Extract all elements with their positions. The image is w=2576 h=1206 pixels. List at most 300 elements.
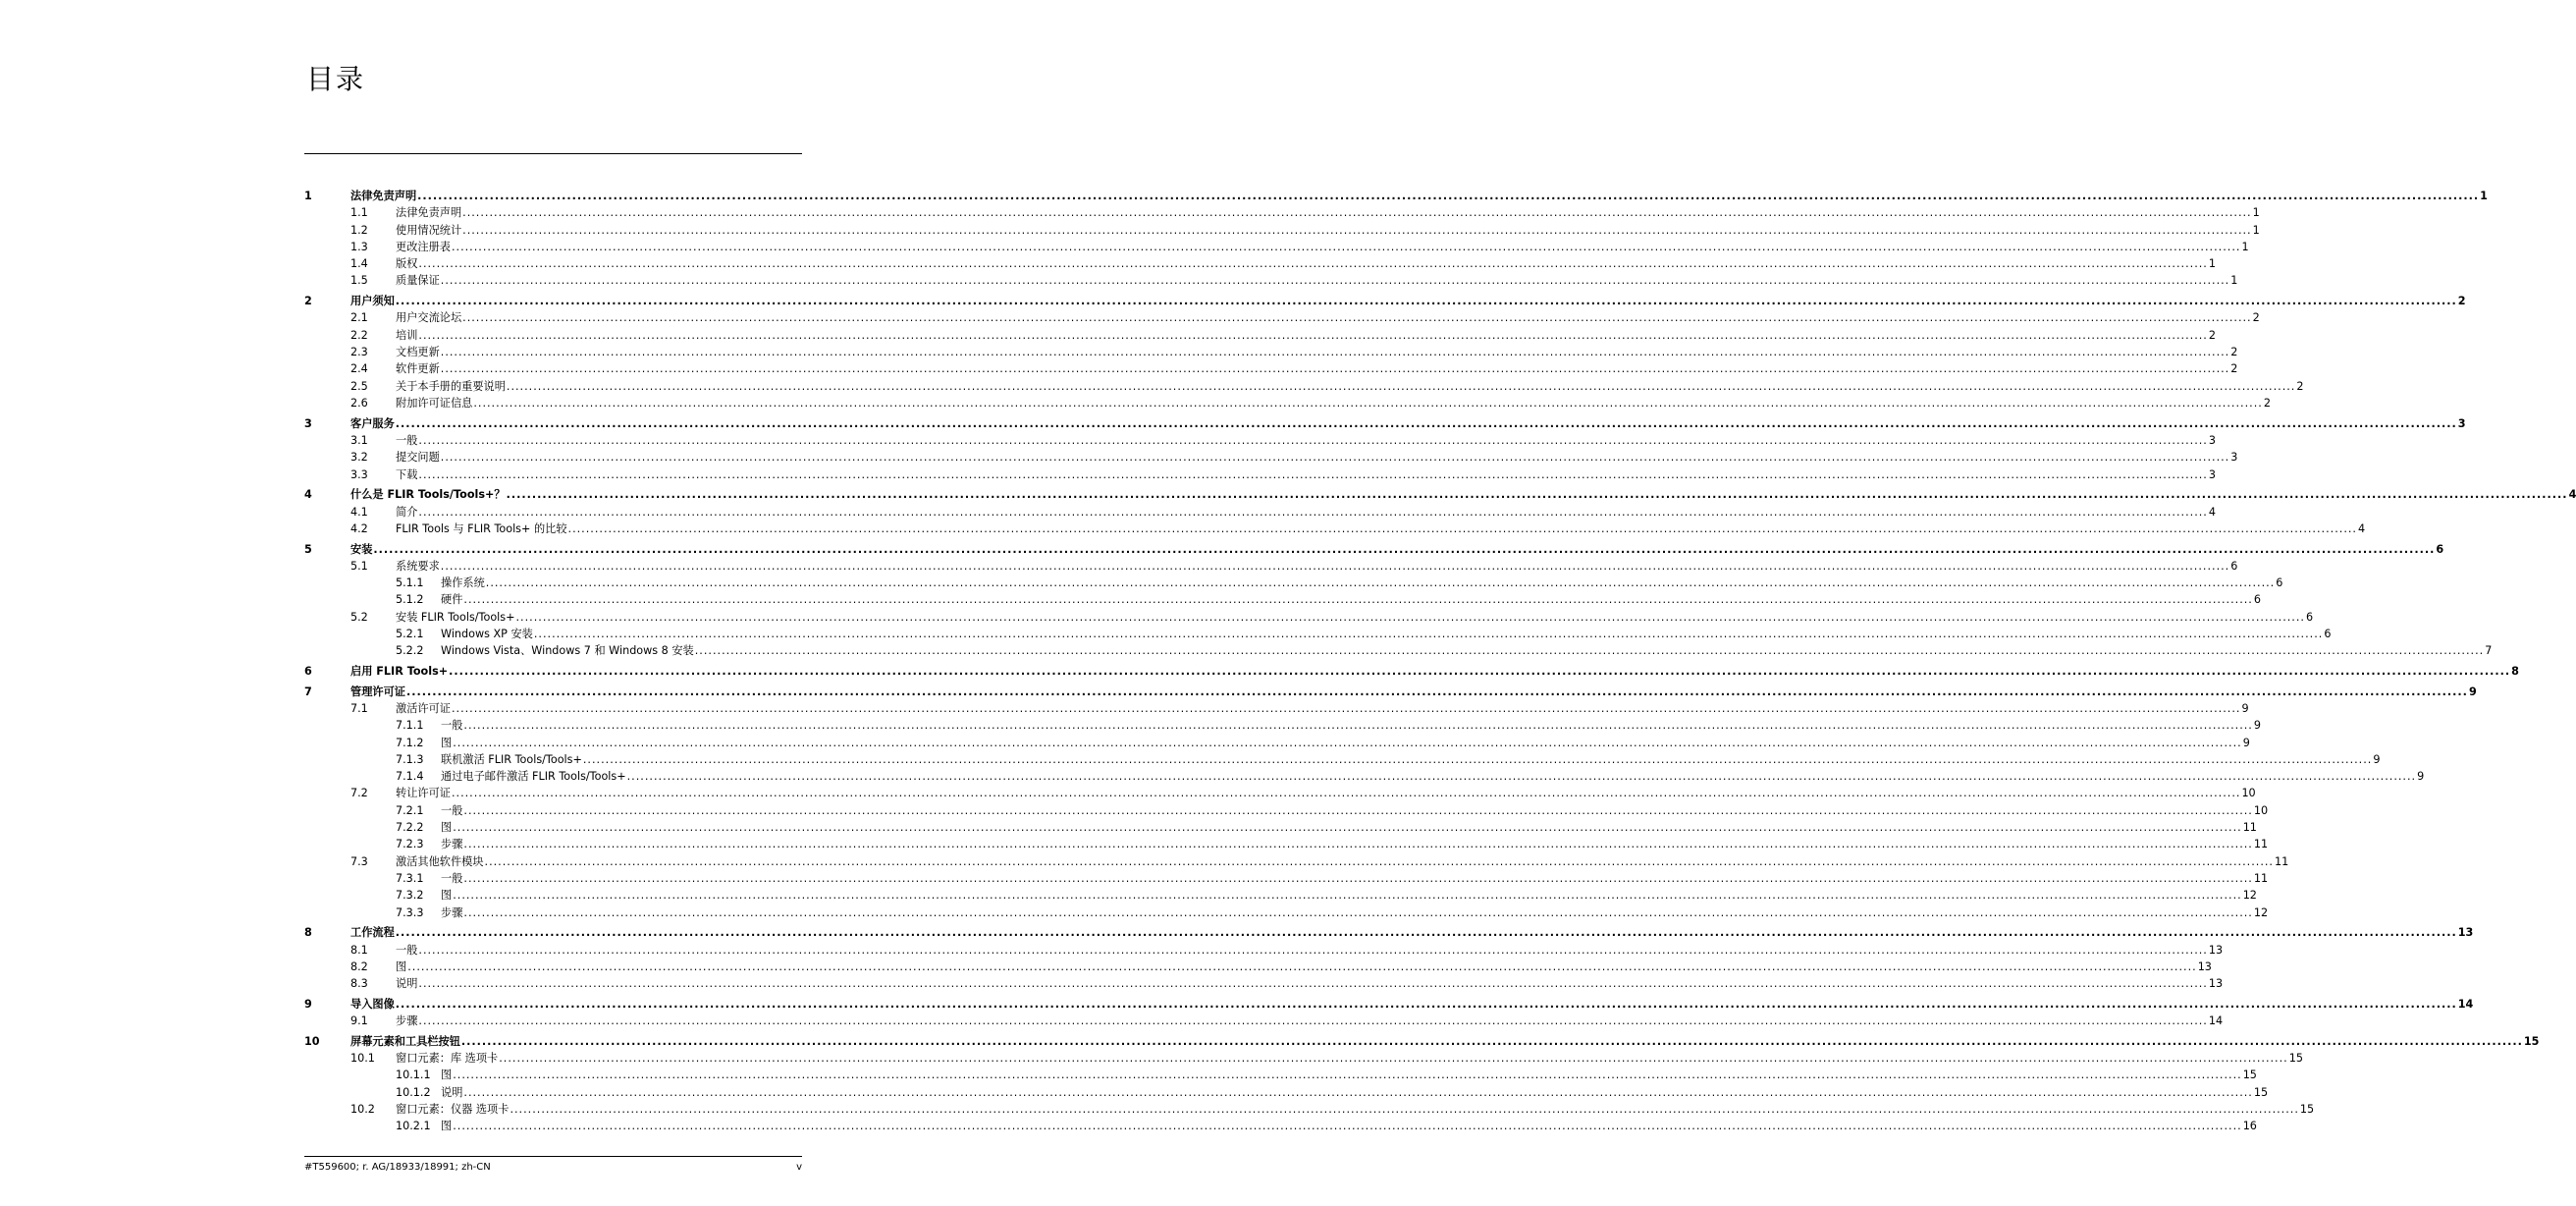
- toc-entry-number: 4.2: [350, 521, 368, 535]
- toc-entry[interactable]: [304, 222, 2260, 239]
- toc-entry-page: 2: [2230, 362, 2238, 376]
- toc-entry-label: 图: [441, 889, 453, 903]
- dot-leader: ................................................................................................................................................................................................................................................................................................................................................................................................................: [451, 787, 2241, 800]
- toc-entry-line: [441, 735, 2250, 751]
- toc-entry[interactable]: [304, 975, 2224, 992]
- toc-entry-page: 2: [2263, 396, 2271, 410]
- toc-entry-page: 1: [2252, 206, 2260, 220]
- toc-entry[interactable]: [304, 700, 2249, 717]
- dot-leader: ................................................................................................................................................................................................................................................................................................................................................................................................................: [418, 1014, 2208, 1028]
- toc-entry[interactable]: [304, 735, 2250, 751]
- toc-entry-label: 启用 FLIR Tools+: [350, 664, 449, 678]
- toc-entry-line: [396, 521, 2366, 537]
- dot-leader: ................................................................................................................................................................................................................................................................................................................................................................................................................: [484, 854, 2274, 868]
- toc-entry-number: 7.1.3: [396, 752, 424, 766]
- toc-entry-number: 10.2.1: [396, 1120, 431, 1133]
- toc-entry-line: [441, 887, 2257, 904]
- toc-entry-page: 1: [2480, 190, 2488, 202]
- toc-entry[interactable]: [304, 1050, 2303, 1067]
- toc-entry-number: 7.2.3: [396, 838, 424, 851]
- dot-leader: ................................................................................................................................................................................................................................................................................................................................................................................................................: [440, 451, 2230, 465]
- toc-entry[interactable]: [304, 327, 2216, 344]
- toc-entry[interactable]: [304, 942, 2224, 959]
- toc-entry[interactable]: [304, 293, 2466, 309]
- toc-entry-label: 关于本手册的重要说明: [396, 379, 506, 393]
- toc-entry[interactable]: [304, 853, 2289, 870]
- toc-entry-label: 说明: [441, 1085, 463, 1099]
- toc-entry[interactable]: [304, 768, 2425, 785]
- toc-entry-page: 3: [2208, 467, 2216, 481]
- toc-entry-page: 11: [2275, 854, 2289, 868]
- toc-entry-label: 窗口元素：仪器 选项卡: [396, 1102, 510, 1116]
- toc-entry-label: 屏幕元素和工具栏按钮: [350, 1034, 460, 1048]
- toc-entry[interactable]: [304, 188, 2488, 204]
- toc-entry-number: 7.2.1: [396, 803, 424, 817]
- toc-entry-line: [396, 700, 2249, 717]
- toc-entry-page: 3: [2208, 433, 2216, 447]
- toc-entry-page: 11: [2253, 871, 2269, 885]
- toc-entry-page: 6: [2230, 559, 2238, 573]
- toc-entry-number: 7.1: [350, 701, 368, 715]
- toc-entry[interactable]: [304, 521, 2366, 537]
- toc-entry-page: 2: [2208, 328, 2216, 342]
- toc-entry-line: [441, 591, 2261, 608]
- dot-leader: ................................................................................................................................................................................................................................................................................................................................................................................................................: [533, 627, 2324, 640]
- toc-entry-page: 6: [2436, 542, 2444, 556]
- toc-entry[interactable]: [304, 591, 2261, 608]
- dot-leader: ................................................................................................................................................................................................................................................................................................................................................................................................................: [473, 396, 2263, 410]
- toc-entry[interactable]: [304, 924, 2474, 941]
- dot-leader: ................................................................................................................................................................................................................................................................................................................................................................................................................: [506, 488, 2568, 502]
- toc-entry-number: 5.1: [350, 559, 368, 573]
- dot-leader: ................................................................................................................................................................................................................................................................................................................................................................................................................: [395, 295, 2457, 308]
- toc-entry-label: 转让许可证: [396, 787, 451, 800]
- toc-entry-number: 2.5: [350, 379, 368, 393]
- toc-entry-page: 9: [2253, 719, 2261, 733]
- toc-entry-label: 管理许可证: [350, 685, 405, 698]
- toc-entry-line: [396, 327, 2216, 344]
- dot-leader: ................................................................................................................................................................................................................................................................................................................................................................................................................: [451, 240, 2241, 253]
- toc-entry[interactable]: [304, 309, 2260, 326]
- toc-entry-line: [441, 575, 2283, 591]
- toc-entry[interactable]: [304, 1118, 2257, 1134]
- toc-entry-number: 1.1: [350, 206, 368, 220]
- toc-entry-label: 客户服务: [350, 416, 395, 430]
- dot-leader: ................................................................................................................................................................................................................................................................................................................................................................................................................: [463, 803, 2253, 817]
- toc-entry-number: 8.2: [350, 959, 368, 973]
- toc-entry-number: 5.2.1: [396, 627, 424, 640]
- toc-entry[interactable]: [304, 558, 2238, 575]
- dot-leader: ................................................................................................................................................................................................................................................................................................................................................................................................................: [395, 926, 2457, 940]
- toc-entry-label: 文档更新: [396, 346, 440, 359]
- dot-leader: ................................................................................................................................................................................................................................................................................................................................................................................................................: [499, 1052, 2288, 1066]
- toc-entry-label: Windows Vista、Windows 7 和 Windows 8 安装: [441, 644, 694, 658]
- toc-entry[interactable]: [304, 272, 2238, 289]
- toc-entry-page: 13: [2197, 959, 2212, 973]
- toc-entry[interactable]: [304, 663, 2519, 680]
- toc-entry-line: [441, 802, 2269, 819]
- toc-entry-number: 4.1: [350, 505, 368, 519]
- toc-entry[interactable]: [304, 344, 2238, 360]
- toc-entry-number: 10.1.2: [396, 1085, 431, 1099]
- toc-entry-label: 工作流程: [350, 926, 395, 940]
- toc-entry-page: 2: [2230, 346, 2238, 359]
- toc-entry-page: 16: [2242, 1120, 2257, 1133]
- toc-entry-label: 步骤: [441, 838, 463, 851]
- toc-entry-number: 7.2: [350, 787, 368, 800]
- toc-entry-line: [396, 239, 2249, 255]
- toc-entry-label: 提交问题: [396, 451, 440, 465]
- dot-leader: ................................................................................................................................................................................................................................................................................................................................................................................................................: [405, 685, 2468, 698]
- toc-entry-line: [441, 870, 2269, 887]
- toc-entry-number: 5: [304, 542, 312, 556]
- toc-entry-number: 10.1: [350, 1052, 375, 1066]
- toc-entry[interactable]: [304, 575, 2283, 591]
- toc-entry-number: 1.4: [350, 257, 368, 271]
- toc-entry[interactable]: [304, 432, 2216, 449]
- toc-entry-page: 9: [2468, 685, 2477, 698]
- toc-entry-label: 什么是 FLIR Tools/Tools+？: [350, 488, 506, 502]
- dot-leader: ................................................................................................................................................................................................................................................................................................................................................................................................................: [440, 362, 2230, 376]
- toc-entry-number: 9.1: [350, 1014, 368, 1028]
- toc-entry-label: 质量保证: [396, 274, 440, 288]
- dot-leader: ................................................................................................................................................................................................................................................................................................................................................................................................................: [418, 257, 2208, 271]
- toc-entry-line: [441, 1118, 2257, 1134]
- toc-entry-label: 图: [441, 736, 453, 749]
- toc-entry[interactable]: [304, 717, 2261, 734]
- dot-leader: ................................................................................................................................................................................................................................................................................................................................................................................................................: [395, 997, 2457, 1011]
- dot-leader: ................................................................................................................................................................................................................................................................................................................................................................................................................: [440, 274, 2230, 288]
- toc-entry-number: 1: [304, 190, 312, 202]
- toc-entry[interactable]: [304, 819, 2257, 836]
- toc-entry-number: 2.6: [350, 396, 368, 410]
- toc-entry[interactable]: [304, 1033, 2540, 1050]
- toc-entry-label: 用户须知: [350, 295, 395, 308]
- toc-entry[interactable]: [304, 541, 2444, 558]
- toc-entry-page: 2: [2252, 311, 2260, 325]
- toc-entry-page: 6: [2253, 593, 2261, 607]
- toc-entry-line: [350, 541, 2444, 558]
- dot-leader: ................................................................................................................................................................................................................................................................................................................................................................................................................: [694, 644, 2485, 658]
- toc-entry[interactable]: [304, 395, 2271, 411]
- toc-entry-line: [441, 751, 2381, 768]
- toc-entry-label: 步骤: [441, 905, 463, 919]
- toc-entry-page: 2: [2457, 295, 2466, 308]
- toc-entry[interactable]: [304, 785, 2256, 801]
- toc-entry-number: 7.3.1: [396, 871, 424, 885]
- toc-entry[interactable]: [304, 1101, 2315, 1118]
- toc-entry-page: 1: [2252, 223, 2260, 237]
- toc-entry-label: 步骤: [396, 1014, 418, 1028]
- toc-entry-line: [350, 486, 2576, 503]
- toc-entry-line: [441, 717, 2261, 734]
- toc-entry-line: [396, 255, 2216, 272]
- dot-leader: ................................................................................................................................................................................................................................................................................................................................................................................................................: [418, 943, 2208, 957]
- toc-entry-number: 3: [304, 416, 312, 430]
- dot-leader: ................................................................................................................................................................................................................................................................................................................................................................................................................: [418, 505, 2208, 519]
- toc-entry-label: 下载: [396, 467, 418, 481]
- toc-entry-line: [350, 1033, 2540, 1050]
- toc-entry-page: 15: [2242, 1069, 2257, 1082]
- toc-entry-label: 窗口元素：库 选项卡: [396, 1052, 499, 1066]
- toc-entry-line: [396, 975, 2224, 992]
- toc-entry-line: [396, 785, 2256, 801]
- toc-entry-number: 2: [304, 295, 312, 308]
- toc-entry-label: 法律免责声明: [350, 190, 417, 202]
- toc-entry-label: 图: [396, 959, 407, 973]
- toc-entry-page: 15: [2288, 1052, 2303, 1066]
- dot-leader: ................................................................................................................................................................................................................................................................................................................................................................................................................: [463, 1085, 2253, 1099]
- toc-entry-number: 7.1.1: [396, 719, 424, 733]
- dot-leader: ................................................................................................................................................................................................................................................................................................................................................................................................................: [418, 433, 2208, 447]
- dot-leader: ................................................................................................................................................................................................................................................................................................................................................................................................................: [463, 871, 2253, 885]
- toc-entry-page: 10: [2241, 787, 2256, 800]
- toc-entry-line: [350, 663, 2519, 680]
- toc-entry-line: [441, 642, 2493, 659]
- bottom-divider: [304, 1156, 802, 1157]
- toc-entry-page: 7: [2485, 644, 2493, 658]
- toc-entry-number: 3.1: [350, 433, 368, 447]
- toc-entry-number: 8: [304, 926, 312, 940]
- toc-entry-page: 15: [2523, 1034, 2540, 1048]
- toc-entry-label: 版权: [396, 257, 418, 271]
- toc-entry-label: 图: [441, 821, 453, 835]
- toc-entry-label: 操作系统: [441, 576, 485, 590]
- toc-entry-label: 用户交流论坛: [396, 311, 462, 325]
- toc-entry-page: 15: [2253, 1085, 2269, 1099]
- toc-entry-label: 更改注册表: [396, 240, 451, 253]
- toc-entry-number: 7.3: [350, 854, 368, 868]
- toc-entry-number: 10.1.1: [396, 1069, 431, 1082]
- toc-entry-line: [350, 996, 2474, 1013]
- toc-entry-page: 8: [2511, 664, 2519, 678]
- toc-entry-line: [396, 853, 2289, 870]
- toc-entry-page: 13: [2457, 926, 2474, 940]
- toc-entry[interactable]: [304, 239, 2249, 255]
- toc-entry-page: 1: [2241, 240, 2249, 253]
- toc-entry[interactable]: [304, 360, 2238, 377]
- toc-entry-page: 12: [2253, 905, 2269, 919]
- toc-entry-label: 激活许可证: [396, 701, 451, 715]
- dot-leader: ................................................................................................................................................................................................................................................................................................................................................................................................................: [440, 346, 2230, 359]
- toc-entry-label: 联机激活 FLIR Tools/Tools+: [441, 752, 582, 766]
- dot-leader: ................................................................................................................................................................................................................................................................................................................................................................................................................: [463, 838, 2253, 851]
- toc-entry-line: [396, 959, 2212, 975]
- toc-entry[interactable]: [304, 378, 2304, 395]
- toc-entry-page: 9: [2241, 701, 2249, 715]
- toc-entry-line: [396, 344, 2238, 360]
- toc-entry-number: 5.1.1: [396, 576, 424, 590]
- table-of-contents: [304, 188, 2576, 1135]
- toc-entry-line: [396, 1013, 2224, 1029]
- dot-leader: ................................................................................................................................................................................................................................................................................................................................................................................................................: [460, 1034, 2523, 1048]
- dot-leader: ................................................................................................................................................................................................................................................................................................................................................................................................................: [567, 521, 2357, 535]
- top-divider: [304, 153, 802, 154]
- toc-entry-label: 一般: [441, 719, 463, 733]
- toc-entry[interactable]: [304, 870, 2269, 887]
- toc-entry-page: 1: [2230, 274, 2238, 288]
- dot-leader: ................................................................................................................................................................................................................................................................................................................................................................................................................: [418, 328, 2208, 342]
- toc-entry-label: 一般: [441, 803, 463, 817]
- toc-entry-page: 13: [2208, 943, 2224, 957]
- dot-leader: ................................................................................................................................................................................................................................................................................................................................................................................................................: [453, 889, 2242, 903]
- footer-doc-ref: #T559600; r. AG/18933/18991; zh-CN: [304, 1162, 491, 1173]
- toc-entry-page: 14: [2208, 1014, 2224, 1028]
- toc-entry-label: 法律免责声明: [396, 206, 462, 220]
- dot-leader: ................................................................................................................................................................................................................................................................................................................................................................................................................: [515, 610, 2305, 624]
- toc-entry[interactable]: [304, 904, 2269, 921]
- toc-entry-line: [396, 466, 2216, 483]
- toc-entry-line: [396, 942, 2224, 959]
- toc-entry[interactable]: [304, 204, 2260, 221]
- footer-page-number: v: [796, 1162, 802, 1173]
- dot-leader: ................................................................................................................................................................................................................................................................................................................................................................................................................: [395, 416, 2457, 430]
- dot-leader: ................................................................................................................................................................................................................................................................................................................................................................................................................: [506, 379, 2296, 393]
- dot-leader: ................................................................................................................................................................................................................................................................................................................................................................................................................: [453, 736, 2242, 749]
- toc-entry-line: [350, 924, 2474, 941]
- toc-entry[interactable]: [304, 255, 2216, 272]
- toc-entry[interactable]: [304, 486, 2576, 503]
- toc-entry-label: Windows XP 安装: [441, 627, 533, 640]
- toc-entry-line: [396, 395, 2271, 411]
- toc-entry-line: [441, 1067, 2257, 1083]
- dot-leader: ................................................................................................................................................................................................................................................................................................................................................................................................................: [626, 770, 2417, 784]
- dot-leader: ................................................................................................................................................................................................................................................................................................................................................................................................................: [418, 977, 2208, 991]
- toc-entry-number: 7.3.2: [396, 889, 424, 903]
- toc-entry-number: 7.3.3: [396, 905, 424, 919]
- toc-entry-number: 9: [304, 997, 312, 1011]
- toc-entry-label: 通过电子邮件激活 FLIR Tools/Tools+: [441, 770, 626, 784]
- dot-leader: ................................................................................................................................................................................................................................................................................................................................................................................................................: [462, 311, 2252, 325]
- toc-entry-label: 安装 FLIR Tools/Tools+: [396, 610, 515, 624]
- toc-entry-label: 培训: [396, 328, 418, 342]
- toc-entry-line: [396, 504, 2216, 521]
- toc-entry-number: 2.3: [350, 346, 368, 359]
- toc-entry[interactable]: [304, 887, 2257, 904]
- toc-entry[interactable]: [304, 1067, 2257, 1083]
- toc-entry-number: 8.1: [350, 943, 368, 957]
- toc-entry-page: 6: [2305, 610, 2314, 624]
- toc-entry-number: 3.2: [350, 451, 368, 465]
- toc-entry-number: 1.3: [350, 240, 368, 253]
- dot-leader: ................................................................................................................................................................................................................................................................................................................................................................................................................: [453, 821, 2242, 835]
- toc-entry[interactable]: [304, 802, 2269, 819]
- toc-entry-page: 4: [2568, 488, 2576, 502]
- toc-entry-line: [396, 309, 2260, 326]
- toc-entry-line: [350, 188, 2488, 204]
- toc-entry-page: 4: [2358, 521, 2366, 535]
- toc-entry-line: [396, 558, 2238, 575]
- toc-entry-page: 3: [2457, 416, 2466, 430]
- toc-entry[interactable]: [304, 836, 2269, 852]
- toc-entry-line: [350, 293, 2466, 309]
- toc-entry-page: 11: [2242, 821, 2257, 835]
- dot-leader: ................................................................................................................................................................................................................................................................................................................................................................................................................: [462, 223, 2252, 237]
- toc-entry[interactable]: [304, 504, 2216, 521]
- toc-entry-line: [441, 819, 2257, 836]
- toc-entry-label: 使用情况统计: [396, 223, 462, 237]
- toc-entry-page: 3: [2230, 451, 2238, 465]
- toc-entry[interactable]: [304, 609, 2314, 626]
- toc-entry-label: FLIR Tools 与 FLIR Tools+ 的比较: [396, 521, 567, 535]
- toc-entry[interactable]: [304, 449, 2238, 466]
- toc-entry-page: 10: [2253, 803, 2269, 817]
- toc-entry-line: [396, 449, 2238, 466]
- dot-leader: ................................................................................................................................................................................................................................................................................................................................................................................................................: [453, 1120, 2242, 1133]
- toc-entry-number: 5.2: [350, 610, 368, 624]
- dot-leader: ................................................................................................................................................................................................................................................................................................................................................................................................................: [440, 559, 2230, 573]
- toc-entry-number: 7.1.2: [396, 736, 424, 749]
- toc-entry-line: [396, 432, 2216, 449]
- toc-entry-page: 9: [2373, 752, 2381, 766]
- toc-entry-line: [350, 415, 2466, 432]
- toc-entry-line: [441, 626, 2332, 642]
- dot-leader: ................................................................................................................................................................................................................................................................................................................................................................................................................: [463, 593, 2253, 607]
- toc-entry-label: 附加许可证信息: [396, 396, 473, 410]
- dot-leader: ................................................................................................................................................................................................................................................................................................................................................................................................................: [451, 701, 2241, 715]
- toc-entry[interactable]: [304, 415, 2466, 432]
- toc-entry-number: 2.2: [350, 328, 368, 342]
- toc-entry-page: 4: [2208, 505, 2216, 519]
- dot-leader: ................................................................................................................................................................................................................................................................................................................................................................................................................: [453, 1069, 2242, 1082]
- toc-entry-line: [396, 1101, 2315, 1118]
- toc-entry[interactable]: [304, 1013, 2224, 1029]
- toc-entry-label: 一般: [441, 871, 463, 885]
- toc-entry-label: 激活其他软件模块: [396, 854, 484, 868]
- dot-leader: ................................................................................................................................................................................................................................................................................................................................................................................................................: [582, 752, 2373, 766]
- toc-entry-line: [396, 609, 2314, 626]
- toc-entry-label: 图: [441, 1069, 453, 1082]
- toc-entry-number: 1.5: [350, 274, 368, 288]
- toc-entry-line: [441, 768, 2425, 785]
- toc-entry[interactable]: [304, 751, 2381, 768]
- toc-entry[interactable]: [304, 626, 2332, 642]
- toc-entry-label: 简介: [396, 505, 418, 519]
- dot-leader: ................................................................................................................................................................................................................................................................................................................................................................................................................: [418, 467, 2208, 481]
- toc-entry-number: 10.2: [350, 1102, 375, 1116]
- toc-entry-label: 一般: [396, 943, 418, 957]
- toc-entry-line: [350, 684, 2477, 700]
- toc-entry-line: [441, 904, 2269, 921]
- toc-entry[interactable]: [304, 959, 2212, 975]
- toc-entry[interactable]: [304, 996, 2474, 1013]
- dot-leader: ................................................................................................................................................................................................................................................................................................................................................................................................................: [462, 206, 2252, 220]
- dot-leader: ................................................................................................................................................................................................................................................................................................................................................................................................................: [449, 664, 2511, 678]
- dot-leader: ................................................................................................................................................................................................................................................................................................................................................................................................................: [510, 1102, 2299, 1116]
- toc-entry-line: [396, 378, 2304, 395]
- dot-leader: ................................................................................................................................................................................................................................................................................................................................................................................................................: [485, 576, 2276, 590]
- toc-entry-label: 导入图像: [350, 997, 395, 1011]
- toc-entry-line: [396, 272, 2238, 289]
- toc-entry-label: 安装: [350, 542, 373, 556]
- toc-entry[interactable]: [304, 642, 2493, 659]
- dot-leader: ................................................................................................................................................................................................................................................................................................................................................................................................................: [417, 190, 2480, 202]
- toc-entry[interactable]: [304, 466, 2216, 483]
- toc-entry[interactable]: [304, 1084, 2269, 1101]
- toc-entry-number: 10: [304, 1034, 320, 1048]
- toc-entry-number: 4: [304, 488, 312, 502]
- toc-entry[interactable]: [304, 684, 2477, 700]
- toc-entry-line: [441, 1084, 2269, 1101]
- toc-entry-page: 15: [2299, 1102, 2315, 1116]
- toc-entry-page: 12: [2242, 889, 2257, 903]
- toc-entry-page: 14: [2457, 997, 2474, 1011]
- toc-entry-page: 9: [2417, 770, 2425, 784]
- toc-entry-number: 5.1.2: [396, 593, 424, 607]
- toc-entry-label: 一般: [396, 433, 418, 447]
- toc-entry-line: [396, 1050, 2303, 1067]
- toc-entry-label: 软件更新: [396, 362, 440, 376]
